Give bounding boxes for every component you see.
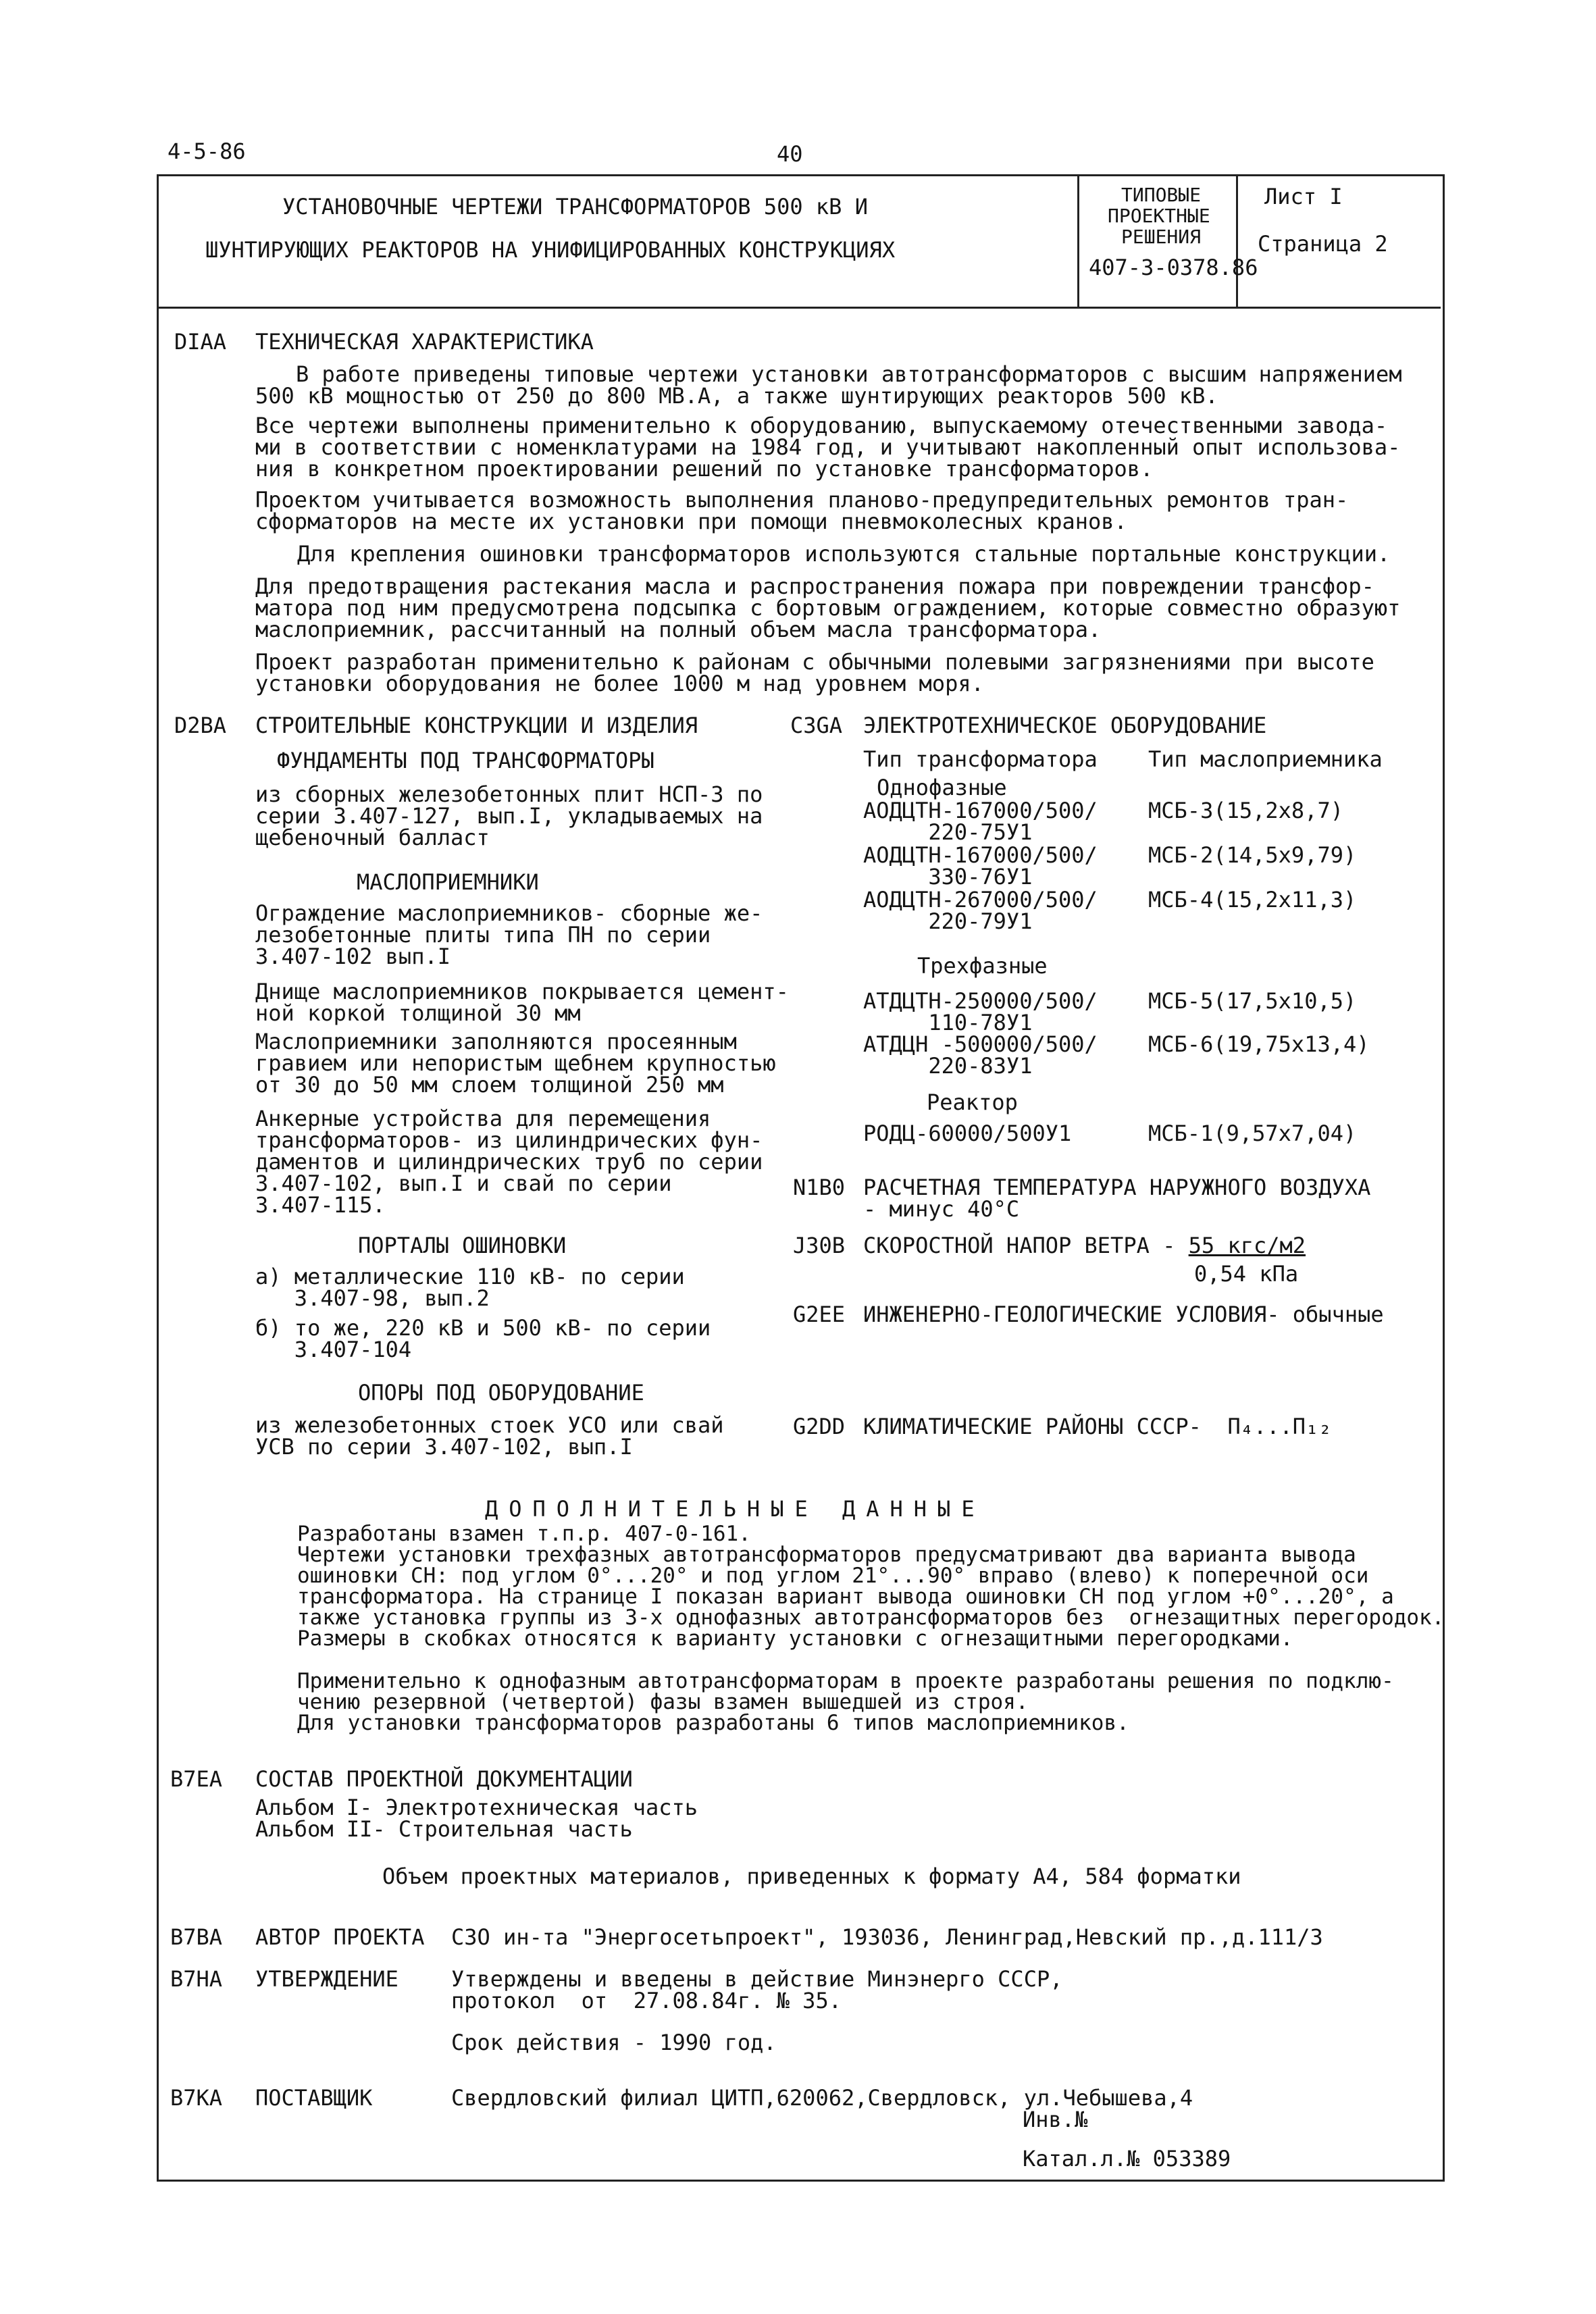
tech-paragraph-3: Проектом учитывается возможность выполнения планово-предупредительных ремонтов тран- сформаторов на месте их установки при помощи пневмоколесных кранов. bbox=[255, 487, 1349, 534]
wind-text bbox=[863, 1235, 1306, 1256]
oil-receiver-3: МСБ-4(15,2х11,3) bbox=[1148, 887, 1357, 912]
transformer-4: АТДЦТН-250000/500/ 110-78У1 bbox=[863, 988, 1098, 1035]
tech-heading: ТЕХНИЧЕСКАЯ ХАРАКТЕРИСТИКА bbox=[255, 329, 594, 355]
page-label: Страница 2 bbox=[1258, 231, 1388, 257]
portals-item-a: а) металлические 110 кВ- по серии 3.407-98, вып.2 bbox=[255, 1264, 685, 1311]
supports-text: из железобетонных стоек УСО или свай УСВ по серии 3.407-102, вып.I bbox=[255, 1412, 724, 1460]
stamp-line-3: РЕШЕНИЯ bbox=[1121, 226, 1202, 248]
album-1: Альбом I- Электротехническая часть bbox=[255, 1795, 698, 1820]
title-line-1: УСТАНОВОЧНЫЕ ЧЕРТЕЖИ ТРАНСФОРМАТОРОВ 500 кВ И bbox=[282, 194, 868, 220]
single-phase-label: Однофазные bbox=[877, 775, 1007, 800]
geo-code: G2EE bbox=[793, 1302, 846, 1327]
climate-code: G2DD bbox=[793, 1414, 846, 1439]
foundation-title: ФУНДАМЕНТЫ ПОД ТРАНСФОРМАТОРЫ bbox=[277, 748, 654, 773]
inventory-number: Инв.№ bbox=[1023, 2107, 1088, 2132]
equip-heading: ЭЛЕКТРОТЕХНИЧЕСКОЕ ОБОРУДОВАНИЕ bbox=[863, 713, 1267, 738]
oil-receiver-1: МСБ-3(15,2х8,7) bbox=[1148, 798, 1343, 823]
stamp-line-2: ПРОЕКТНЫЕ bbox=[1108, 205, 1210, 227]
stamp-line-1: ТИПОВЫЕ bbox=[1121, 184, 1202, 206]
supplier-code: B7KA bbox=[170, 2085, 223, 2111]
sheet-label: Лист I bbox=[1264, 184, 1343, 209]
tech-paragraph-2: Все чертежи выполнены применительно к оборудованию, выпускаемому отечественными завода- ми в соответствии с номенклатурами на 1984 год, и учитывают накопленный опыт использова- ния в конкретном проектировании решений по установке трансформаторов. bbox=[255, 413, 1401, 482]
tech-paragraph-5: Для предотвращения растекания масла и распространения пожара при повреждении трансфор- матора под ним предусмотрена подсыпка с бортовым ограждением, которые совместно образуют маслоприемник, рассчитанный на полный объем масла трансформатора. bbox=[255, 573, 1401, 642]
foundation-text: из сборных железобетонных плит НСП-3 по серии 3.407-127, вып.I, укладываемых на щебеночный балласт bbox=[255, 781, 763, 850]
reactor-type: РОДЦ-60000/500У1 bbox=[863, 1121, 1072, 1146]
stamp-code: 407-3-0378.86 bbox=[1089, 255, 1258, 280]
oil-receivers-text-1: Ограждение маслоприемников- сборные же- лезобетонные плиты типа ПН по серии 3.407-102 вып.I bbox=[255, 900, 763, 969]
wind-value: 55 кгс/м2 bbox=[1188, 1233, 1306, 1258]
transformer-2: АОДЦТН-167000/500/ 330-76У1 bbox=[863, 842, 1098, 890]
header-divider-2 bbox=[1236, 174, 1238, 307]
portals-title: ПОРТАЛЫ ОШИНОВКИ bbox=[358, 1233, 567, 1258]
transformer-5: АТДЦН -500000/500/ 220-83У1 bbox=[863, 1031, 1098, 1079]
oil-receiver-4: МСБ-5(17,5х10,5) bbox=[1148, 988, 1357, 1014]
catalog-number: Катал.л.№ 053389 bbox=[1023, 2146, 1231, 2171]
wind-code: J30B bbox=[793, 1233, 846, 1258]
temp-code: N1B0 bbox=[793, 1175, 846, 1200]
author-label: АВТОР ПРОЕКТА bbox=[255, 1924, 425, 1950]
author-text: СЗО ин-та "Энергосетьпроект", 193036, Ленинград,Невский пр.,д.111/3 bbox=[451, 1924, 1323, 1950]
oil-receivers-text-3: Маслоприемники заполняются просеянным гравием или непористым щебнем крупностью от 30 до 50 мм слоем толщиной 250 мм bbox=[255, 1029, 776, 1098]
docs-heading: СОСТАВ ПРОЕКТНОЙ ДОКУМЕНТАЦИИ bbox=[255, 1766, 633, 1792]
temp-text: РАСЧЕТНАЯ ТЕМПЕРАТУРА НАРУЖНОГО ВОЗДУХА - минус 40°С bbox=[863, 1175, 1371, 1222]
reactor-oil-receiver: МСБ-1(9,57х7,04) bbox=[1148, 1121, 1357, 1146]
constr-heading: СТРОИТЕЛЬНЫЕ КОНСТРУКЦИИ И ИЗДЕЛИЯ bbox=[255, 713, 698, 738]
supplier-label: ПОСТАВЩИК bbox=[255, 2085, 373, 2111]
wind-value-kpa: 0,54 кПа bbox=[1194, 1261, 1299, 1287]
tech-paragraph-1: В работе приведены типовые чертежи установки автотрансформаторов с высшим напряжением 500 кВ мощностью от 250 до 800 МВ.А, а также шунтирующих реакторов 500 кВ. bbox=[255, 361, 1402, 409]
approval-code: B7HA bbox=[170, 1966, 223, 1992]
anchor-devices-text: Анкерные устройства для перемещения трансформаторов- из цилиндрических фун- даментов и цилиндрических труб по серии 3.407-102, вып.I и свай по серии 3.407-115. bbox=[255, 1106, 763, 1218]
reactor-label: Реактор bbox=[927, 1089, 1018, 1115]
wind-label: СКОРОСТНОЙ НАПОР ВЕТРА - bbox=[863, 1233, 1189, 1258]
geo-text: ИНЖЕНЕРНО-ГЕОЛОГИЧЕСКИЕ УСЛОВИЯ- обычные bbox=[863, 1302, 1384, 1327]
oil-receiver-2: МСБ-2(14,5х9,79) bbox=[1148, 842, 1357, 868]
climate-text: КЛИМАТИЧЕСКИЕ РАЙОНЫ СССР- П₄...П₁₂ bbox=[863, 1414, 1332, 1439]
oil-receivers-text-2: Днище маслоприемников покрывается цемент- ной коркой толщиной 30 мм bbox=[255, 979, 789, 1026]
oil-receivers-title: МАСЛОПРИЕМНИКИ bbox=[357, 869, 539, 895]
album-2: Альбом II- Строительная часть bbox=[255, 1816, 633, 1842]
oil-receiver-5: МСБ-6(19,75х13,4) bbox=[1148, 1031, 1370, 1057]
approval-label: УТВЕРЖДЕНИЕ bbox=[255, 1966, 398, 1992]
title-line-2: ШУНТИРУЮЩИХ РЕАКТОРОВ НА УНИФИЦИРОВАННЫХ КОНСТРУКЦИЯХ bbox=[205, 237, 896, 263]
page-number: 40 bbox=[777, 141, 803, 167]
doc-code: 4-5-86 bbox=[168, 138, 246, 164]
docs-code: B7EA bbox=[170, 1766, 223, 1792]
col-transformer-type: Тип трансформатора bbox=[863, 746, 1098, 772]
header-divider-1 bbox=[1077, 174, 1079, 307]
extra-paragraph-1: Разработаны взамен т.п.р. 407-0-161. Чертежи установки трехфазных автотрансформаторов предусматривают два варианта вывода ошиновки СН: под углом 0°...20° и под углом 21°...90° вправо (влево) к поперечной оси трансформатора. На странице I показан вариант вывода ошиновки СН под углом +0°...20°, а также установка группы из 3-х однофазных автотрансформаторов без огнезащитных перегородок. Размеры в скобках относятся к варианту установки с огнезащитными перегородками. bbox=[297, 1522, 1445, 1651]
tech-paragraph-4: Для крепления ошиновки трансформаторов используются стальные портальные конструкции. bbox=[297, 541, 1391, 567]
transformer-3: АОДЦТН-267000/500/ 220-79У1 bbox=[863, 887, 1098, 934]
tech-code: DIAA bbox=[174, 329, 227, 355]
approval-text: Утверждены и введены в действие Минэнерго СССР, протокол от 27.08.84г. № 35. bbox=[451, 1966, 1063, 2013]
supplier-text: Свердловский филиал ЦИТП,620062,Свердловск, ул.Чебышева,4 bbox=[451, 2085, 1193, 2111]
author-code: B7BA bbox=[170, 1924, 223, 1950]
portals-item-b: б) то же, 220 кВ и 500 кВ- по серии 3.407-104 bbox=[255, 1315, 711, 1362]
constr-code: D2BA bbox=[174, 713, 227, 738]
equip-code: C3GA bbox=[790, 713, 843, 738]
tech-paragraph-6: Проект разработан применительно к районам с обычными полевыми загрязнениями при высоте установки оборудования не более 1000 м над уровнем моря. bbox=[255, 649, 1374, 696]
three-phase-label: Трехфазные bbox=[917, 953, 1048, 979]
transformer-1: АОДЦТН-167000/500/ 220-75У1 bbox=[863, 798, 1098, 845]
extra-paragraph-2: Применительно к однофазным автотрансформаторам в проекте разработаны решения по подклю- чению резервной (четвертой) фазы взамен вышедшей из строя. Для установки трансформаторов разработаны 6 типов маслоприемников. bbox=[297, 1669, 1394, 1735]
extra-heading: ДОПОЛНИТЕЛЬНЫЕ ДАННЫЕ bbox=[485, 1496, 985, 1522]
volume-text: Объем проектных материалов, приведенных к формату А4, 584 форматки bbox=[382, 1863, 1241, 1889]
supports-title: ОПОРЫ ПОД ОБОРУДОВАНИЕ bbox=[358, 1380, 644, 1406]
col-oil-receiver-type: Тип маслоприемника bbox=[1148, 746, 1383, 772]
approval-term: Срок действия - 1990 год. bbox=[451, 2030, 777, 2055]
